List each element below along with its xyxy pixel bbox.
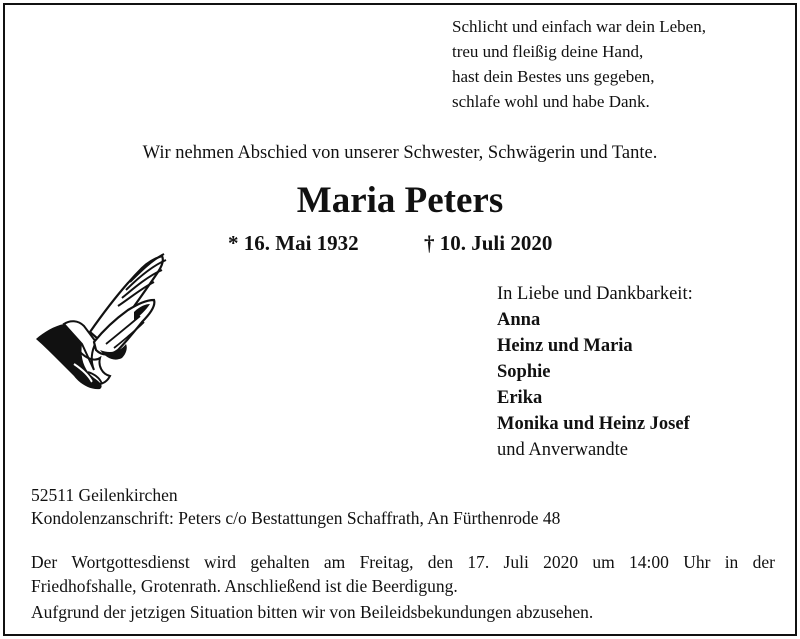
poem-line: hast dein Bestes uns gegeben, [452,67,655,86]
deceased-name: Maria Peters [296,180,504,221]
poem-line: schlafe wohl und habe Dank. [452,92,650,111]
word: Der [31,552,58,572]
mourner-name: Monika und Heinz Josef [497,414,690,434]
word: in [724,552,739,572]
mourners-list [497,281,693,463]
word: am [323,552,346,572]
word: den [427,552,454,572]
mourner-name: Anna [497,310,541,330]
word: um [592,552,615,572]
mourner-name: Sophie [497,362,551,382]
mourners-heading: In Liebe und Dankbarkeit: [497,284,693,304]
address-block [31,484,560,530]
word: Freitag, [359,552,414,572]
word: der [752,552,775,572]
service-notice [31,550,775,624]
condolence-request: Aufgrund der jetzigen Situation bitten wir von Beileidsbekundungen abzusehen. [31,602,594,622]
word: Uhr [683,552,711,572]
death-date: † 10. Juli 2020 [424,231,553,255]
word: Wortgottesdienst [71,552,190,572]
word: 14:00 [629,552,669,572]
mourner-name: Heinz und Maria [497,336,633,356]
poem-line: Schlicht und einfach war dein Leben, [452,17,706,36]
poem-line: treu und fleißig deine Hand, [452,42,644,61]
farewell-intro: Wir nehmen Abschied von unserer Schwester, Schwägerin und Tante. [142,143,658,163]
service-line-2: Friedhofshalle, Grotenrath. Anschließend ist die Beerdigung. [31,576,458,596]
condolence-address: Kondolenzanschrift: Peters c/o Bestattungen Schaffrath, An Fürthenrode 48 [31,508,561,528]
service-line-1 [31,550,775,574]
poem [452,14,706,114]
birth-date: * 16. Mai 1932 [228,231,359,255]
mourners-closing: und Anverwandte [497,440,629,460]
city-line: 52511 Geilenkirchen [31,485,178,505]
word: 17. [467,552,490,572]
word: wird [203,552,237,572]
praying-hands-icon [30,246,175,391]
mourner-name: Erika [497,388,543,408]
word: gehalten [250,552,310,572]
word: 2020 [543,552,579,572]
word: Juli [503,552,529,572]
